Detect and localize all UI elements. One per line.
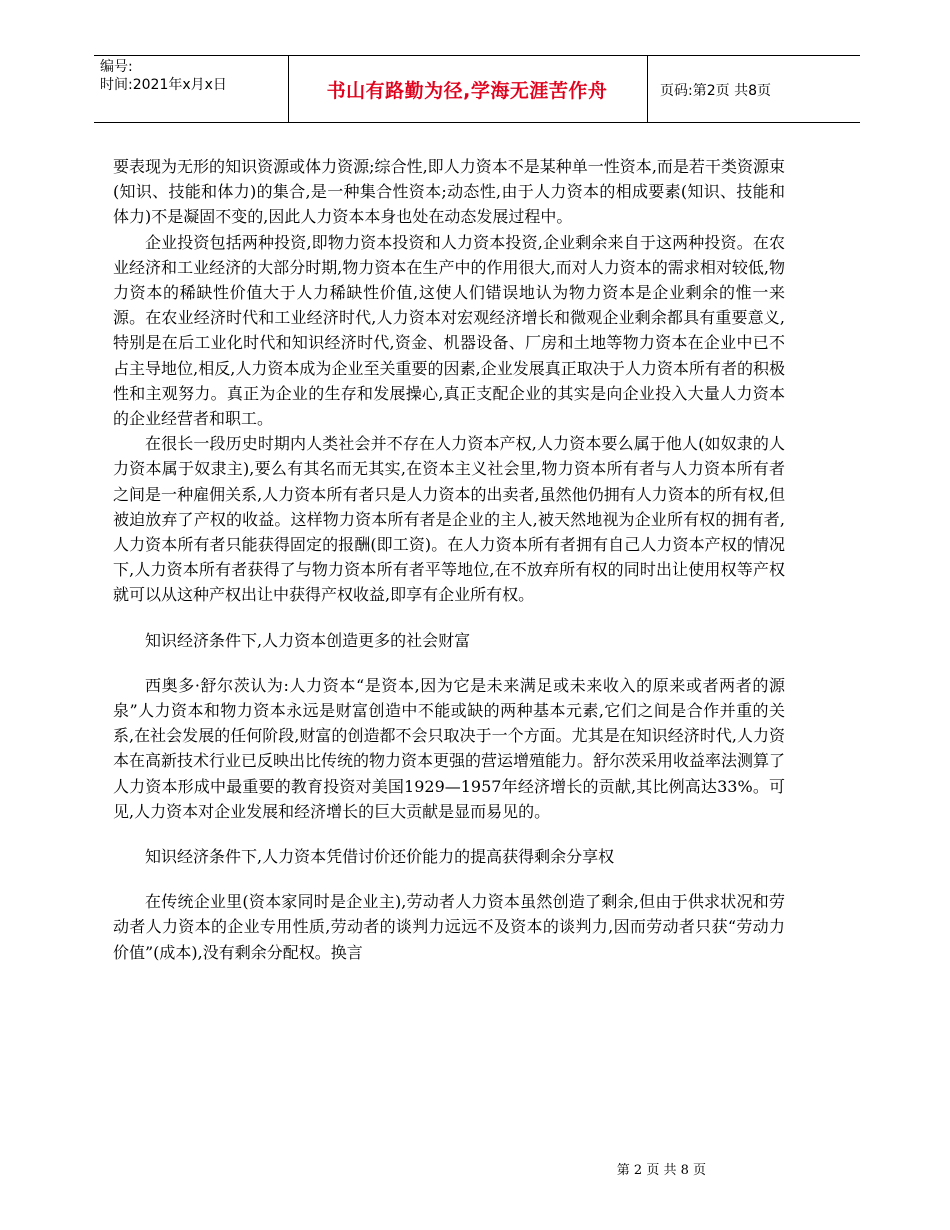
time-label: 时间:2021年x月x日 <box>100 77 227 93</box>
page-footer: 第 2 页 共 8 页 <box>616 1163 706 1178</box>
paragraph-2: 企业投资包括两种投资,即物力资本投资和人力资本投资,企业剩余来自于这两种投资。在农业经济和工业经济的大部分时期,物力资本在生产中的作用很大,而对人力资本的需求相对较低,物力资本的稀缺性价值大于人力稀缺性价值,这使人们错误地认为物力资本是企业剩余的惟一来源。在农业经济时代和工业经济时代,人力资本对宏观经济增长和微观企业剩余都具有重要意义,特别是在后工业化时代和知识经济时代,资金、机器设备、厂房和土地等物力资本在企业中已不占主导地位,相反,人力资本成为企业至关重要的因素,企业发展真正取决于人力资本所有者的积极性和主观努力。真正为企业的生存和发展操心,真正支配企业的其实是向企业投入大量人力资本的企业经营者和职工。 <box>113 232 785 429</box>
header-divider-right <box>647 56 648 122</box>
doc-number-label: 编号: <box>100 59 133 75</box>
header-motto: 书山有路勤为径,学海无涯苦作舟 <box>326 80 608 102</box>
page-header <box>94 55 860 123</box>
header-meta <box>100 58 227 94</box>
header-page-info: 页码:第2页 共8页 <box>660 83 771 99</box>
paragraph-1: 要表现为无形的知识资源或体力资源;综合性,即人力资本不是某种单一性资本,而是若干类资源束(知识、技能和体力)的集合,是一种集合性资本;动态性,由于人力资本的相成要素(知识、技能和体力)不是凝固不变的,因此人力资本本身也处在动态发展过程中。 <box>113 157 785 227</box>
section-heading-2: 知识经济条件下,人力资本凭借讨价还价能力的提高获得剩余分享权 <box>145 847 615 867</box>
paragraph-3: 在很长一段历史时期内人类社会并不存在人力资本产权,人力资本要么属于他人(如奴隶的人力资本属于奴隶主),要么有其名而无其实,在资本主义社会里,物力资本所有者与人力资本所有者之间是一种雇佣关系,人力资本所有者只是人力资本的出卖者,虽然他仍拥有人力资本的所有权,但被迫放弃了产权的收益。这样物力资本所有者是企业的主人,被天然地视为企业所有权的拥有者,人力资本所有者只能获得固定的报酬(即工资)。在人力资本所有者拥有自己人力资本产权的情况下,人力资本所有者获得了与物力资本所有者平等地位,在不放弃所有权的同时出让使用权等产权就可以从这种产权出让中获得产权收益,即享有企业所有权。 <box>113 434 785 605</box>
section-heading-1: 知识经济条件下,人力资本创造更多的社会财富 <box>145 630 471 650</box>
paragraph-5: 在传统企业里(资本家同时是企业主),劳动者人力资本虽然创造了剩余,但由于供求状况和劳动者人力资本的企业专用性质,劳动者的谈判力远远不及资本的谈判力,因而劳动者只获“劳动力价值”(成本),没有剩余分配权。换言 <box>113 892 785 962</box>
paragraph-4: 西奥多·舒尔茨认为:人力资本“是资本,因为它是未来满足或未来收入的原来或者两者的源泉”人力资本和物力资本永远是财富创造中不能或缺的两种基本元素,它们之间是合作并重的关系,在社会发展的任何阶段,财富的创造都不会只取决于一个方面。尤其是在知识经济时代,人力资本在高新技术行业已反映出比传统的物力资本更强的营运增殖能力。舒尔茨采用收益率法测算了人力资本形成中最重要的教育投资对美国1929—1957年经济增长的贡献,其比例高达33%。可见,人力资本对企业发展和经济增长的巨大贡献是显而易见的。 <box>113 675 786 821</box>
document-body <box>113 154 785 965</box>
